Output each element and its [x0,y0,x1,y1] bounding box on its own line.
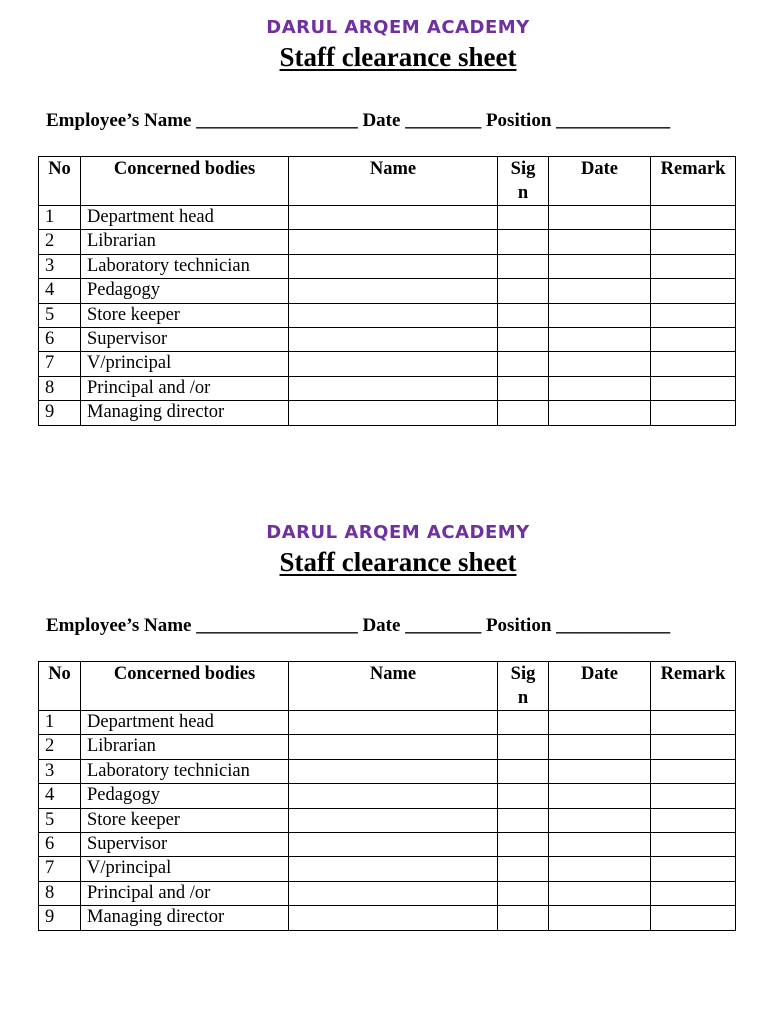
sheet-title: Staff clearance sheet [279,547,517,577]
date-cell[interactable] [549,254,651,278]
table-row [39,711,736,735]
sign-cell[interactable] [498,906,549,930]
sign-cell[interactable] [498,857,549,881]
name-cell[interactable] [289,906,498,930]
concerned-body: Pedagogy [81,279,289,303]
date-cell[interactable] [549,376,651,400]
sign-cell[interactable] [498,784,549,808]
remark-cell[interactable] [651,279,736,303]
table-header-row [39,157,736,206]
header-concerned-bodies: Concerned bodies [81,157,289,206]
row-number: 7 [39,857,81,881]
table-row [39,881,736,905]
header-remark: Remark [651,157,736,206]
header-concerned-bodies: Concerned bodies [81,662,289,711]
remark-cell[interactable] [651,857,736,881]
academy-name: DARUL ARQEM ACADEMY [266,522,530,543]
remark-cell[interactable] [651,906,736,930]
table-row [39,808,736,832]
name-cell[interactable] [289,808,498,832]
date-cell[interactable] [549,303,651,327]
date-cell[interactable] [549,857,651,881]
sign-cell[interactable] [498,279,549,303]
remark-cell[interactable] [651,254,736,278]
name-cell[interactable] [289,327,498,351]
concerned-body: Managing director [81,906,289,930]
remark-cell[interactable] [651,376,736,400]
row-number: 6 [39,327,81,351]
date-cell[interactable] [549,711,651,735]
table-row [39,832,736,856]
concerned-body: V/principal [81,857,289,881]
row-number: 5 [39,303,81,327]
header-remark: Remark [651,662,736,711]
name-cell[interactable] [289,230,498,254]
table-row [39,401,736,425]
name-cell[interactable] [289,206,498,230]
date-cell[interactable] [549,808,651,832]
header-name: Name [289,662,498,711]
clearance-table [38,156,736,426]
date-cell[interactable] [549,735,651,759]
row-number: 2 [39,735,81,759]
row-number: 8 [39,376,81,400]
table-row [39,327,736,351]
sign-cell[interactable] [498,832,549,856]
remark-cell[interactable] [651,303,736,327]
table-row [39,735,736,759]
header-sign: Sig n [498,157,549,206]
concerned-body: Store keeper [81,303,289,327]
date-cell[interactable] [549,401,651,425]
concerned-body: Librarian [81,735,289,759]
header-name: Name [289,157,498,206]
remark-cell[interactable] [651,206,736,230]
date-cell[interactable] [549,230,651,254]
name-cell[interactable] [289,401,498,425]
clearance-table [38,661,736,931]
row-number: 3 [39,254,81,278]
name-cell[interactable] [289,711,498,735]
header-sign: Sig n [498,662,549,711]
sign-cell[interactable] [498,881,549,905]
sign-cell[interactable] [498,376,549,400]
name-cell[interactable] [289,857,498,881]
name-cell[interactable] [289,735,498,759]
employee-info-line: Employee’s Name _________________ Date ________ Position ____________ [46,110,671,131]
row-number: 1 [39,206,81,230]
header-no: No [39,157,81,206]
row-number: 4 [39,279,81,303]
concerned-body: Principal and /or [81,881,289,905]
sign-cell[interactable] [498,303,549,327]
date-cell[interactable] [549,759,651,783]
sign-cell[interactable] [498,352,549,376]
date-cell[interactable] [549,352,651,376]
concerned-body: V/principal [81,352,289,376]
sign-cell[interactable] [498,759,549,783]
table-row [39,303,736,327]
sign-cell[interactable] [498,327,549,351]
table-row [39,857,736,881]
row-number: 7 [39,352,81,376]
concerned-body: Librarian [81,230,289,254]
table-row [39,784,736,808]
name-cell[interactable] [289,832,498,856]
row-number: 1 [39,711,81,735]
sign-cell[interactable] [498,230,549,254]
table-header-row [39,662,736,711]
remark-cell[interactable] [651,352,736,376]
table-row [39,206,736,230]
date-cell[interactable] [549,832,651,856]
remark-cell[interactable] [651,832,736,856]
table-row [39,759,736,783]
concerned-body: Department head [81,711,289,735]
concerned-body: Pedagogy [81,784,289,808]
sign-cell[interactable] [498,808,549,832]
row-number: 9 [39,906,81,930]
table-row [39,230,736,254]
date-cell[interactable] [549,881,651,905]
row-number: 3 [39,759,81,783]
concerned-body: Store keeper [81,808,289,832]
employee-info-line: Employee’s Name _________________ Date ________ Position ____________ [46,615,671,636]
name-cell[interactable] [289,303,498,327]
date-cell[interactable] [549,206,651,230]
concerned-body: Principal and /or [81,376,289,400]
name-cell[interactable] [289,784,498,808]
name-cell[interactable] [289,352,498,376]
remark-cell[interactable] [651,401,736,425]
sign-cell[interactable] [498,206,549,230]
concerned-body: Supervisor [81,327,289,351]
sign-cell[interactable] [498,711,549,735]
remark-cell[interactable] [651,327,736,351]
concerned-body: Laboratory technician [81,254,289,278]
table-row [39,352,736,376]
row-number: 9 [39,401,81,425]
row-number: 4 [39,784,81,808]
concerned-body: Managing director [81,401,289,425]
date-cell[interactable] [549,327,651,351]
row-number: 2 [39,230,81,254]
name-cell[interactable] [289,881,498,905]
table-row [39,906,736,930]
academy-name: DARUL ARQEM ACADEMY [266,17,530,38]
table-row [39,376,736,400]
header-no: No [39,662,81,711]
table-row [39,254,736,278]
row-number: 8 [39,881,81,905]
name-cell[interactable] [289,279,498,303]
sign-cell[interactable] [498,254,549,278]
header-date: Date [549,662,651,711]
concerned-body: Department head [81,206,289,230]
remark-cell[interactable] [651,230,736,254]
remark-cell[interactable] [651,808,736,832]
name-cell[interactable] [289,376,498,400]
sign-cell[interactable] [498,401,549,425]
concerned-body: Supervisor [81,832,289,856]
remark-cell[interactable] [651,784,736,808]
sign-cell[interactable] [498,735,549,759]
date-cell[interactable] [549,784,651,808]
table-row [39,279,736,303]
name-cell[interactable] [289,254,498,278]
concerned-body: Laboratory technician [81,759,289,783]
name-cell[interactable] [289,759,498,783]
row-number: 5 [39,808,81,832]
remark-cell[interactable] [651,759,736,783]
sheet-title: Staff clearance sheet [279,42,517,72]
row-number: 6 [39,832,81,856]
remark-cell[interactable] [651,735,736,759]
remark-cell[interactable] [651,711,736,735]
date-cell[interactable] [549,906,651,930]
date-cell[interactable] [549,279,651,303]
remark-cell[interactable] [651,881,736,905]
header-date: Date [549,157,651,206]
